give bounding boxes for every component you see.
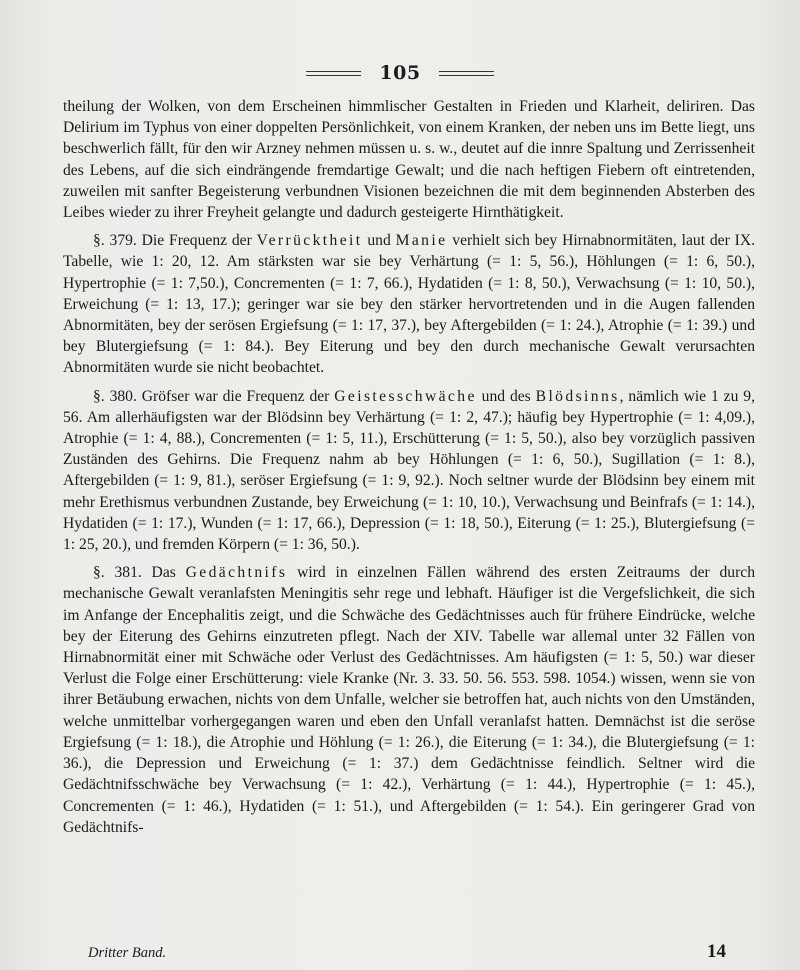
spaced-term: Geistesschwäche: [334, 387, 477, 405]
body-text: [63, 96, 755, 845]
text-run: verhielt sich bey Hirnabnormitäten, laut der IX. Tabelle, wie 1: 20, 12. Am stärksten war sie bey Verhärtung (= 1: 5, 56.), Höhlungen (= 1: 6, 50.), Hypertrophie (= 1: 7,50.), Concrementen (= 1: 7, 66.), Hydatiden (= 1: 8, 50.), Verwachsung (= 1: 10, 50.), Erweichung (= 1: 13, 17.); geringer war sie bey den stärker hervortretenden und in die Augen fallenden Abnormitäten, bey der serösen Ergiefsung (= 1: 17, 37.), bey Aftergebilden (= 1: 24.), Atrophie (= 1: 39.) und bey Blutergiefsung (= 1: 84.). Bey Eiterung und bey den durch mechanische Gewalt verursachten Abnormitäten wurde sie nicht beobachtet.: [63, 232, 755, 377]
signature-number: 14: [707, 941, 726, 962]
text-run: und: [362, 232, 396, 250]
text-run: und des: [476, 387, 536, 405]
paragraph: [63, 386, 755, 556]
text-run: , nämlich wie 1 zu 9, 56. Am allerhäufigsten war der Blödsinn bey Verhärtung (= 1: 2, 47.); häufig bey Hypertrophie (= 1: 4,09.), Atrophie (= 1: 4, 88.), Concrementen (= 1: 5, 11.), Erschütterung (= 1: 5, 50.), also bey vorzüglich passiven Zuständen des Gehirns. Die Frequenz nahm ab bey Höhlungen (= 1: 6, 50.), Sugillation (= 1: 8.), Aftergebilden (= 1: 9, 81.), seröser Ergiefsung (= 1: 9, 92.). Noch seltner wurde der Blödsinn bey einem mit mehr Erethismus verbundnen Zustande, bey Erweichung (= 1: 10, 10.), Verwachsung und Beinfrafs (= 1: 14.), Hydatiden (= 1: 17.), Wunden (= 1: 17, 66.), Depression (= 1: 18, 50.), Eiterung (= 1: 25.), Blutergiefsung (= 1: 25, 20.), und fremden Körpern (= 1: 36, 50.).: [63, 387, 755, 554]
page-header: [0, 62, 800, 84]
signature-mark: Dritter Band.: [88, 945, 167, 961]
paragraph: [63, 562, 755, 838]
header-rule-left: [306, 71, 361, 76]
text-run: §. 379. Die Frequenz der: [93, 232, 257, 250]
text-run: §. 380. Gröfser war die Frequenz der: [93, 387, 335, 405]
paragraph: [63, 230, 755, 378]
page-number: 105: [379, 62, 421, 84]
spaced-term: Manie: [395, 232, 448, 250]
paragraph: [63, 96, 755, 223]
header-rule-right: [439, 71, 494, 76]
page-footer: [88, 941, 752, 963]
spaced-term: Verrücktheit: [256, 232, 363, 250]
text-run: theilung der Wolken, von dem Erscheinen himmlischer Gestalten in Frieden und Klarheit, deliriren. Das Delirium im Typhus von einer doppelten Persönlichkeit, von einem Kranken, der neben uns im Bette liegt, uns beschwerlich fällt, für den wir Arzney nehmen müssen u. s. w., deutet auf die innre Spaltung und Zerrissenheit des Lebens, auf die sich eindrängende fremdartige Gewalt; und die nach heftigen Fiebern oft eintretenden, zuweilen mit sanfter Begeisterung verbundnen Visionen bezeichnen die mit dem beginnenden Absterben des Leibes wieder zu ihrer Freyheit gelangte und dadurch gesteigerte Hirnthätigkeit.: [63, 98, 755, 222]
text-run: wird in einzelnen Fällen während des ersten Zeitraums der durch mechanische Gewalt veranlafsten Meningitis sehr rege und lebhaft. Häufiger ist die Vergefslichkeit, die sich im Anfange der Encephalitis zeigt, und die Schwäche des Gedächtnisses auch für frühere Eindrücke, welche bey der Eiterung des Gehirns einzutreten pflegt. Nach der XIV. Tabelle war allemal unter 32 Fällen von Hirnabnormität einer mit Schwäche oder Verlust des Gedächtnisses. Am häufigsten (= 1: 5, 50.) war dieser Verlust die Folge einer Erschütterung: viele Kranke (Nr. 3. 33. 50. 56. 553. 598. 1054.) wissen, wenn sie von ihrer Betäubung erwachen, nichts von dem Unfalle, welcher sie betroffen hat, auch nichts von den Umständen, welche unmittelbar vorhergegangen waren und eben den Unfall veranlafst hatten. Demnächst ist die seröse Ergiefsung (= 1: 18.), die Atrophie und Höhlung (= 1: 26.), die Eiterung (= 1: 34.), die Blutergiefsung (= 1: 36.), die Depression und Erweichung (= 1: 37.) dem Gedächtnisse feindlich. Seltner wird die Gedächtnifsschwäche bey Verwachsung (= 1: 42.), Verhärtung (= 1: 44.), Hypertrophie (= 1: 45.), Concrementen (= 1: 46.), Hydatiden (= 1: 51.), und Aftergebilden (= 1: 54.). Ein geringerer Grad von Gedächtnifs-: [63, 564, 755, 836]
spaced-term: Blödsinns: [535, 387, 620, 405]
spaced-term: Gedächtnifs: [185, 564, 288, 582]
text-run: §. 381. Das: [93, 564, 186, 582]
